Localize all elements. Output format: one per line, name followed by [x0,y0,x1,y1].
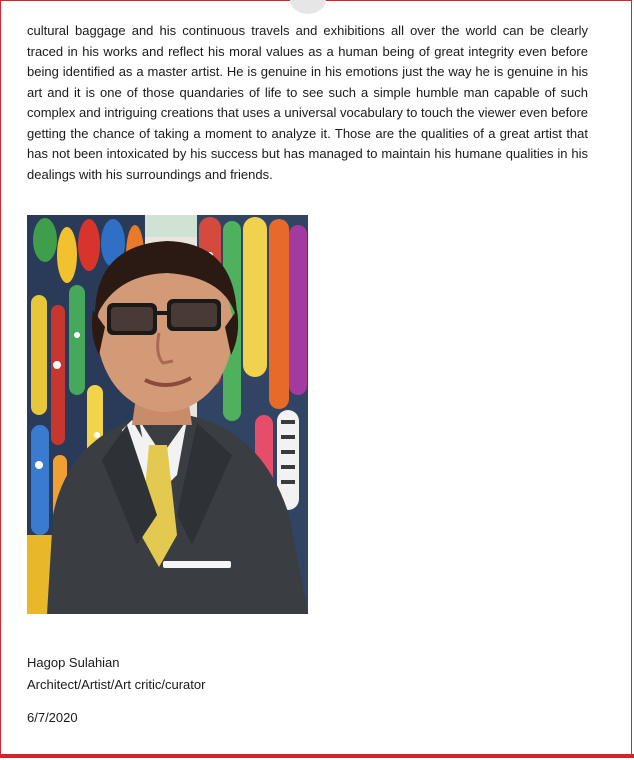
signature-role: Architect/Artist/Art critic/curator [27,677,206,692]
page-frame-bottom-edge [0,754,634,758]
portrait-photo [27,215,308,614]
signature-date: 6/7/2020 [27,710,78,725]
article-paragraph: cultural baggage and his continuous travels and exhibitions all over the world can be clearly traced in his works and reflect his moral values as a human being of great integrity even before being identified as a master artist. He is genuine in his emotions just the way he is genuine in his art and it is one of those quandaries of life to see such a simple humble man capable of such complex and intriguing creations that uses a universal vocabulary to touch the viewer even before getting the chance of taking a moment to analyze it. Those are the qualities of a great artist that has not been intoxicated by his success but has managed to maintain his humane qualities in his dealings with his surroundings and friends. [27,23,588,182]
signature-name: Hagop Sulahian [27,655,120,670]
